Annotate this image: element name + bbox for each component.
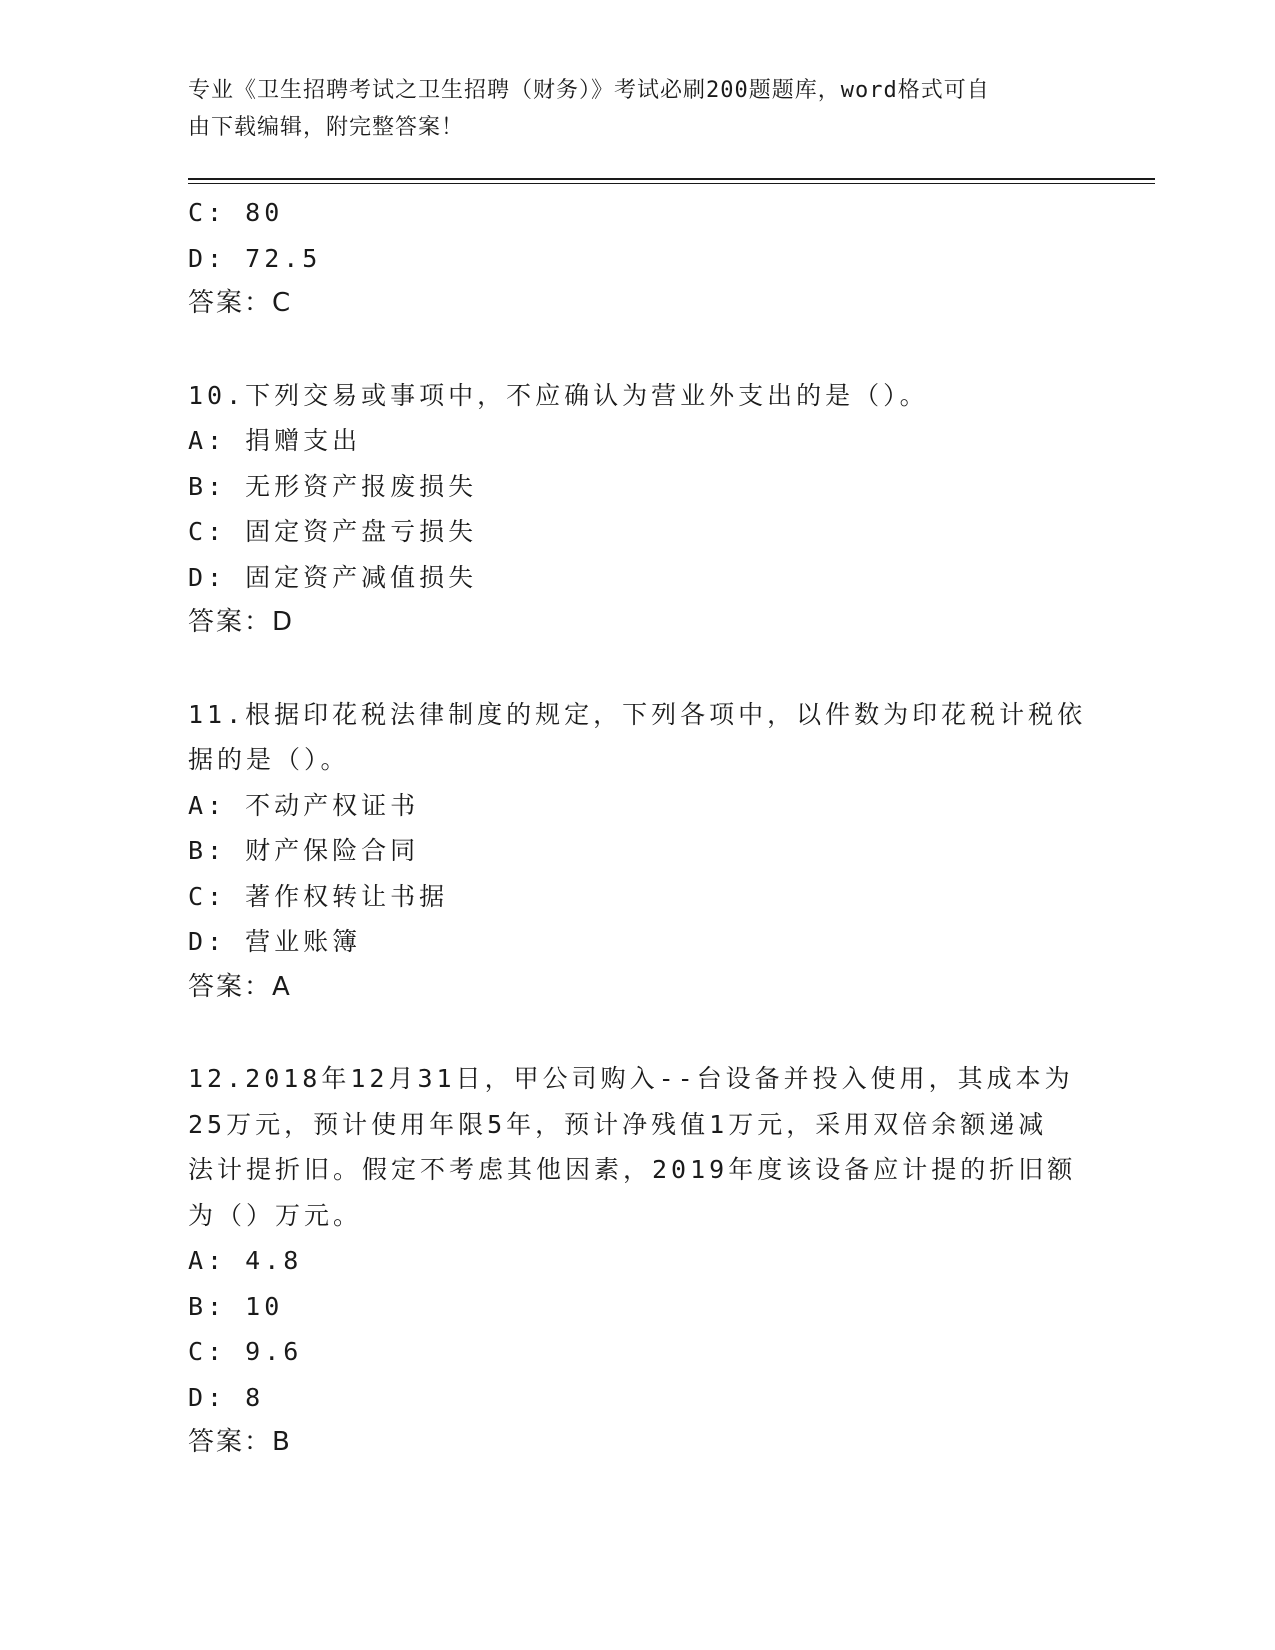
answer-line: 答案：C (188, 288, 293, 318)
option-b: B: 无形资产报废损失 (188, 471, 478, 501)
option-d: D: 8 (188, 1382, 265, 1412)
header-line-2: 由下载编辑，附完整答案！ (188, 115, 465, 140)
document-header (188, 72, 1068, 146)
question-stem-line: 据的是（）。 (188, 745, 350, 774)
question-11 (188, 692, 1088, 1011)
answer-line: 答案：B (188, 1427, 292, 1457)
option-b: B: 财产保险合同 (188, 836, 420, 865)
partial-question-9 (188, 190, 1088, 327)
spacer (188, 646, 1088, 692)
header-divider-thick (188, 178, 1155, 180)
option-a: A: 捐赠支出 (188, 426, 362, 455)
option-c: C: 9.6 (188, 1337, 303, 1366)
option-d: D: 固定资产减值损失 (188, 562, 478, 592)
question-10 (188, 373, 1088, 646)
question-stem-line: 为（）万元。 (188, 1200, 363, 1230)
option-c: C: 80 (188, 198, 284, 227)
option-a: A: 不动产权证书 (188, 790, 420, 820)
question-12 (188, 1056, 1088, 1466)
header-line-1: 专业《卫生招聘考试之卫生招聘（财务）》考试必刷200题题库，word格式可自 (188, 78, 990, 103)
header-divider-thin (188, 183, 1155, 184)
spacer (188, 1010, 1088, 1056)
question-stem-line: 25万元，预计使用年限5年，预计净残值1万元，采用双倍余额递减 (188, 1109, 1048, 1139)
answer-line: 答案：D (188, 607, 295, 637)
option-d: D: 营业账簿 (188, 927, 362, 956)
option-c: C: 著作权转让书据 (188, 881, 449, 911)
option-a: A: 4.8 (188, 1246, 303, 1275)
option-b: B: 10 (188, 1291, 284, 1321)
answer-line: 答案：A (188, 971, 292, 1002)
question-stem-line: 11.根据印花税法律制度的规定，下列各项中，以件数为印花税计税依 (188, 699, 1087, 729)
option-c: C: 固定资产盘亏损失 (188, 517, 478, 546)
question-stem-line: 法计提折旧。假定不考虑其他因素，2019年度该设备应计提的折旧额 (188, 1155, 1077, 1184)
question-content (188, 190, 1088, 1466)
question-stem-line: 12.2018年12月31日，甲公司购入--台设备并投入使用，其成本为 (188, 1064, 1074, 1093)
question-stem-line: 10.下列交易或事项中，不应确认为营业外支出的是（）。 (188, 380, 929, 410)
spacer (188, 327, 1088, 373)
option-d: D: 72.5 (188, 243, 322, 273)
